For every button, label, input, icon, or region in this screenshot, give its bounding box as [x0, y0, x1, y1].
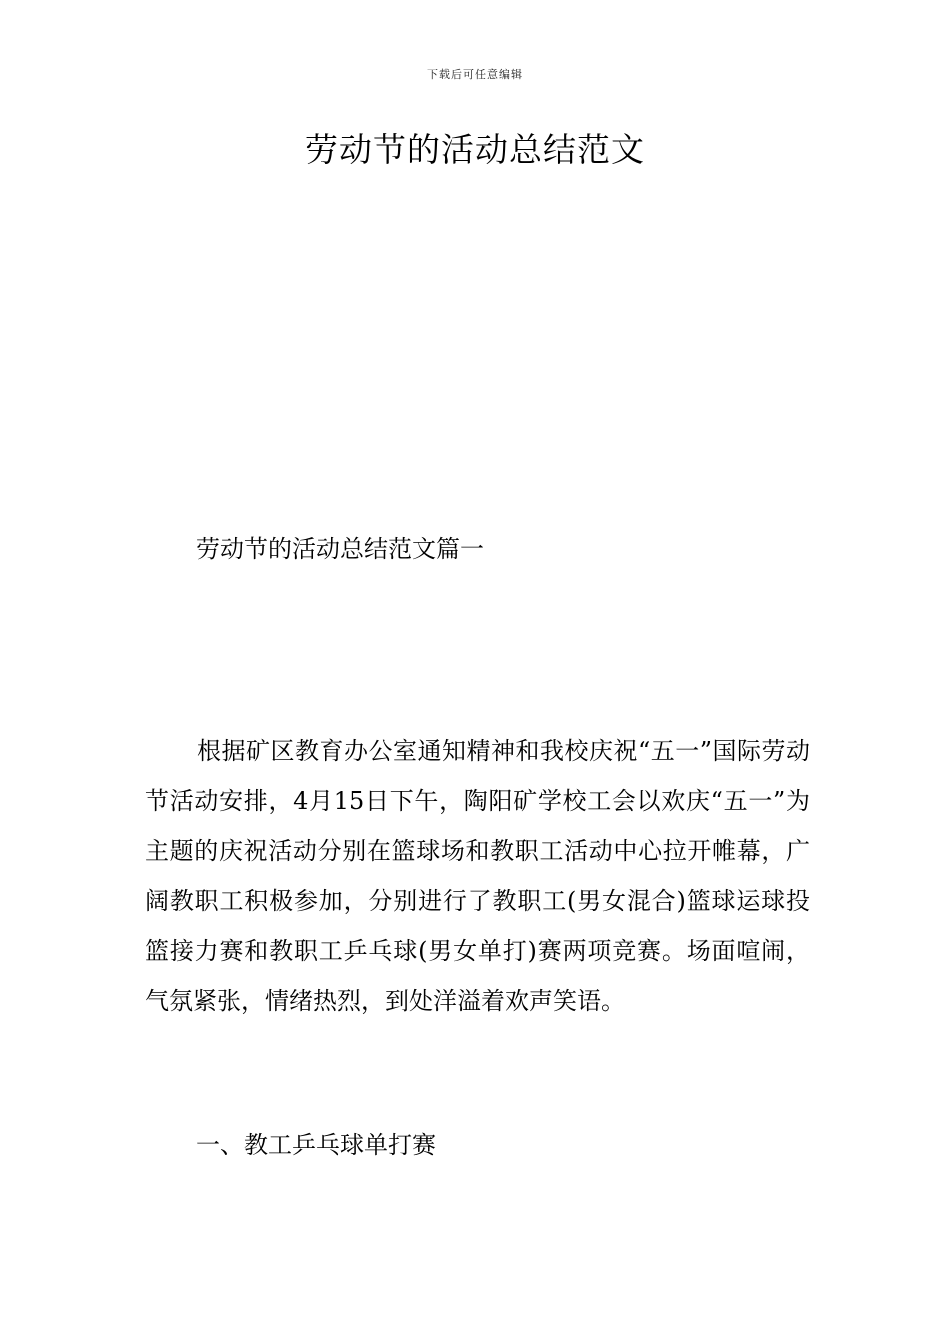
document-title: 劳动节的活动总结范文	[305, 130, 645, 169]
subsection-heading: 一、教工乒乓球单打赛	[196, 1131, 436, 1159]
section-heading: 劳动节的活动总结范文篇一	[196, 535, 484, 563]
header-note: 下载后可任意编辑	[427, 68, 523, 81]
body-paragraph: 根据矿区教育办公室通知精神和我校庆祝“五一”国际劳动节活动安排，4月15日下午，陶阳矿学校工会以欢庆“五一”为主题的庆祝活动分别在篮球场和教职工活动中心拉开帷幕，广阔教职工积极参加，分别进行了教职工(男女混合)篮球运球投篮接力赛和教职工乒乓球(男女单打)赛两项竞赛。场面喧闹，气氛紧张，情绪热烈，到处洋溢着欢声笑语。	[145, 737, 810, 1015]
